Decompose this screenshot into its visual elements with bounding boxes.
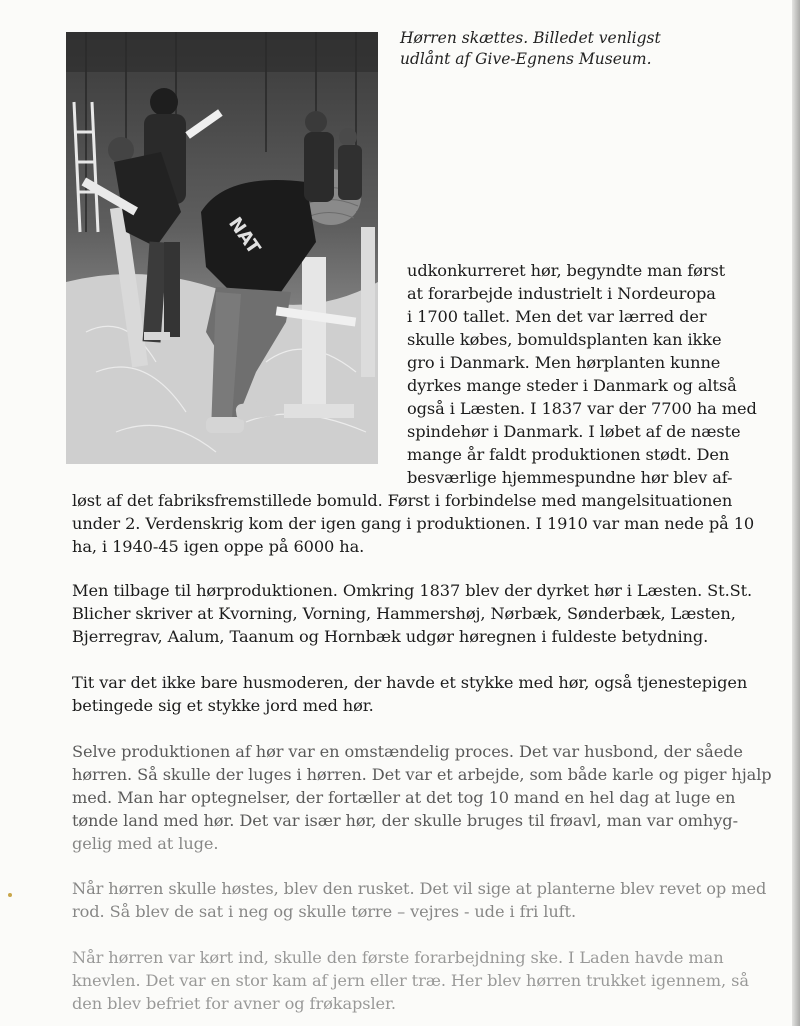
flax-scutching-photo	[66, 32, 378, 464]
body-line: med. Man har optegnelser, der fortæller at det tog 10 mand en hel dag at luge en	[72, 788, 736, 807]
body-line: rod. Så blev de sat i neg og skulle tørre – vejres - ude i fri luft.	[72, 902, 576, 921]
body-line: hørren. Så skulle der luges i hørren. Det var et arbejde, som både karle og piger hjalp	[72, 765, 772, 784]
body-line: skulle købes, bomuldsplanten kan ikke	[407, 330, 722, 349]
body-line: i 1700 tallet. Men det var lærred der	[407, 307, 707, 326]
paper-speck	[8, 893, 12, 897]
page-edge-shadow	[792, 0, 800, 1026]
body-line: gelig med at luge.	[72, 834, 219, 853]
body-line: spindehør i Danmark. I løbet af de næste	[407, 422, 741, 441]
body-line: Men tilbage til hørproduktionen. Omkring 1837 blev der dyrket hør i Læsten. St.St.	[72, 581, 753, 600]
body-line: gro i Danmark. Men hørplanten kunne	[407, 353, 721, 372]
body-line: løst af det fabriksfremstillede bomuld. Først i forbindelse med mangelsituationen	[72, 491, 733, 510]
body-line: betingede sig et stykke jord med hør.	[72, 696, 374, 715]
body-line: dyrkes mange steder i Danmark og altså	[407, 376, 737, 395]
body-line: Når hørren var kørt ind, skulle den første forarbejdning ske. I Laden havde man	[72, 948, 724, 967]
body-line: tønde land med hør. Det var især hør, der skulle bruges til frøavl, man var omhyg-	[72, 811, 738, 830]
body-line: Selve produktionen af hør var en omstændelig proces. Det var husbond, der såede	[72, 742, 743, 761]
body-line: udkonkurreret hør, begyndte man først	[407, 261, 726, 280]
body-line: Blicher skriver at Kvorning, Vorning, Hammershøj, Nørbæk, Sønderbæk, Læsten,	[72, 604, 736, 623]
body-line: besværlige hjemmespundne hør blev af-	[407, 468, 733, 487]
photo-caption	[400, 28, 680, 70]
body-line: Når hørren skulle høstes, blev den rusket. Det vil sige at planterne blev revet op med	[72, 879, 767, 898]
body-line: Bjerregrav, Aalum, Taanum og Hornbæk udgør høregnen i fuldeste betydning.	[72, 627, 709, 646]
body-line: knevlen. Det var en stor kam af jern eller træ. Her blev hørren trukket igennem, så	[72, 971, 749, 990]
body-line: at forarbejde industrielt i Nordeuropa	[407, 284, 716, 303]
body-line: mange år faldt produktionen stødt. Den	[407, 445, 730, 464]
caption-line: Hørren skættes. Billedet venligst	[400, 29, 661, 47]
body-line: ha, i 1940-45 igen oppe på 6000 ha.	[72, 537, 365, 556]
body-line: den blev befriet for avner og frøkapsler.	[72, 994, 396, 1013]
body-line: Tit var det ikke bare husmoderen, der havde et stykke med hør, også tjenestepigen	[72, 673, 748, 692]
body-line: også i Læsten. I 1837 var der 7700 ha med	[407, 399, 757, 418]
body-line: under 2. Verdenskrig kom der igen gang i produktionen. I 1910 var man nede på 10	[72, 514, 755, 533]
caption-line: udlånt af Give-Egnens Museum.	[400, 50, 652, 68]
jacket-lettering: NAT	[224, 213, 265, 259]
